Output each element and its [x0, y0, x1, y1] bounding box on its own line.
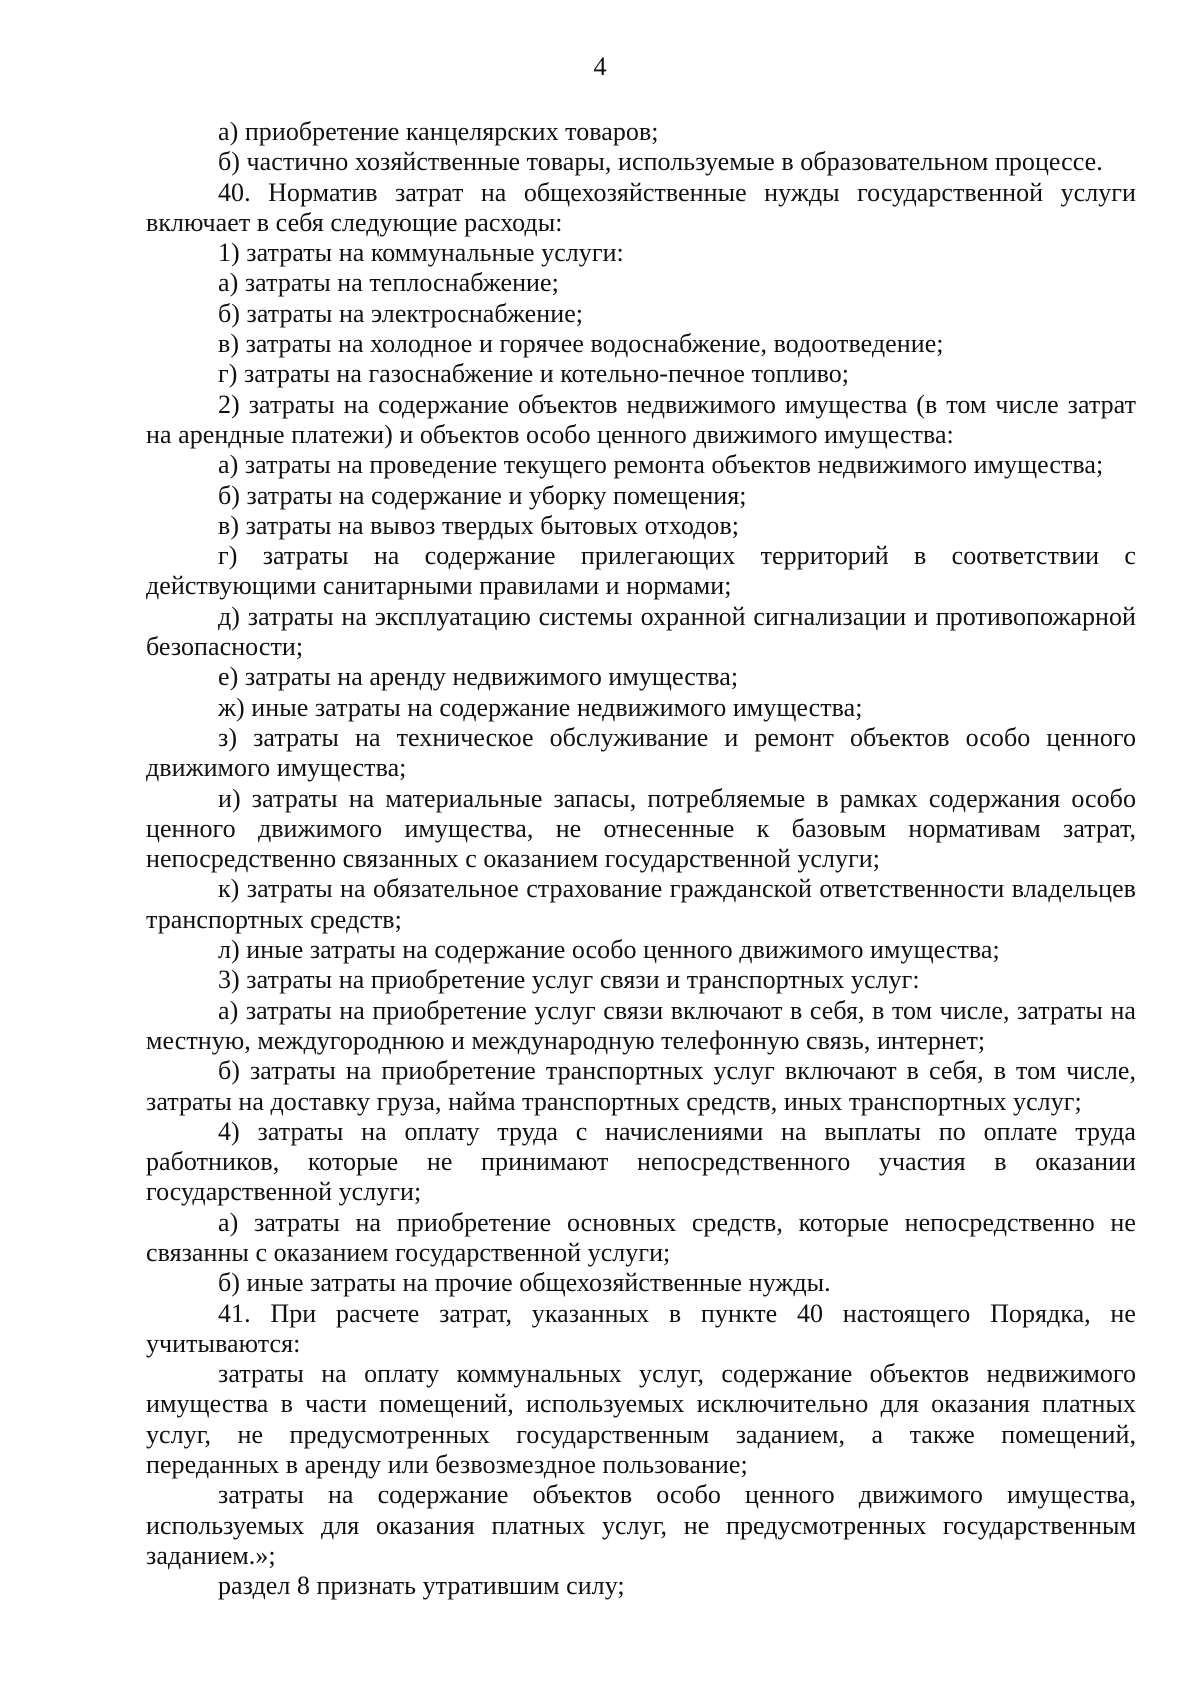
paragraph: 1) затраты на коммунальные услуги: — [218, 238, 624, 268]
paragraph: а) затраты на приобретение основных средств, которые непосредственно не связанны с оказанием государственной услуги; — [146, 1207, 1136, 1267]
paragraph: г) затраты на содержание прилегающих территорий в соответствии с действующими санитарными правилами и нормами; — [146, 541, 1136, 601]
paragraph: д) затраты на эксплуатацию системы охранной сигнализации и противопожарной безопасности; — [146, 601, 1136, 662]
page-number: 4 — [593, 52, 607, 81]
paragraph: 2) затраты на содержание объектов недвижимого имущества (в том числе затрат на арендные платежи) и объектов особо ценного движимого имущества: — [146, 389, 1136, 449]
paragraph: б) затраты на электроснабжение; — [218, 298, 584, 328]
paragraph: л) иные затраты на содержание особо ценного движимого имущества; — [218, 935, 1000, 965]
paragraph: в) затраты на вывоз твердых бытовых отходов; — [218, 510, 740, 540]
paragraph: а) затраты на приобретение услуг связи включают в себя, в том числе, затраты на местную, междугороднюю и международную телефонную связь, интернет; — [146, 995, 1136, 1055]
paragraph: 40. Норматив затрат на общехозяйственные нужды государственной услуги включает в себя следующие расходы: — [146, 177, 1136, 237]
paragraph: з) затраты на техническое обслуживание и ремонт объектов особо ценного движимого имущества; — [146, 722, 1136, 783]
paragraph: к) затраты на обязательное страхование гражданской ответственности владельцев транспортных средств; — [146, 874, 1136, 934]
paragraph: б) затраты на приобретение транспортных услуг включают в себя, в том числе, затраты на доставку груза, найма транспортных средств, иных транспортных услуг; — [146, 1056, 1136, 1116]
paragraph: б) затраты на содержание и уборку помещения; — [218, 480, 747, 510]
paragraph: а) приобретение канцелярских товаров; — [218, 117, 659, 146]
paragraph: г) затраты на газоснабжение и котельно-печное топливо; — [218, 359, 850, 389]
document-body — [146, 117, 1136, 1602]
paragraph: а) затраты на теплоснабжение; — [218, 268, 559, 298]
paragraph: затраты на оплату коммунальных услуг, содержание объектов недвижимого имущества в части помещений, используемых исключительно для оказания платных услуг, не предусмотренных государственным заданием, а также помещений, переданных в аренду или безвозмездное пользование; — [146, 1359, 1136, 1480]
paragraph: 41. При расчете затрат, указанных в пункте 40 настоящего Порядка, не учитываются: — [146, 1298, 1136, 1358]
paragraph: б) частично хозяйственные товары, используемые в образовательном процессе. — [218, 147, 1103, 177]
paragraph: 3) затраты на приобретение услуг связи и транспортных услуг: — [218, 965, 920, 995]
paragraph: 4) затраты на оплату труда с начислениями на выплаты по оплате труда работников, которые не принимают непосредственного участия в оказании государственной услуги; — [146, 1116, 1136, 1207]
paragraph: а) затраты на проведение текущего ремонта объектов недвижимого имущества; — [218, 450, 1104, 480]
paragraph: и) затраты на материальные запасы, потребляемые в рамках содержания особо ценного движимого имущества, не отнесенные к базовым нормативам затрат, непосредственно связанных с оказанием государственной услуги; — [146, 783, 1136, 874]
paragraph: б) иные затраты на прочие общехозяйственные нужды. — [218, 1268, 831, 1298]
paragraph: ж) иные затраты на содержание недвижимого имущества; — [218, 692, 863, 722]
paragraph: в) затраты на холодное и горячее водоснабжение, водоотведение; — [218, 329, 944, 359]
paragraph: е) затраты на аренду недвижимого имущества; — [218, 662, 739, 692]
paragraph: раздел 8 признать утратившим силу; — [218, 1571, 625, 1601]
paragraph: затраты на содержание объектов особо ценного движимого имущества, используемых для оказания платных услуг, не предусмотренных государственным заданием.»; — [146, 1480, 1136, 1570]
